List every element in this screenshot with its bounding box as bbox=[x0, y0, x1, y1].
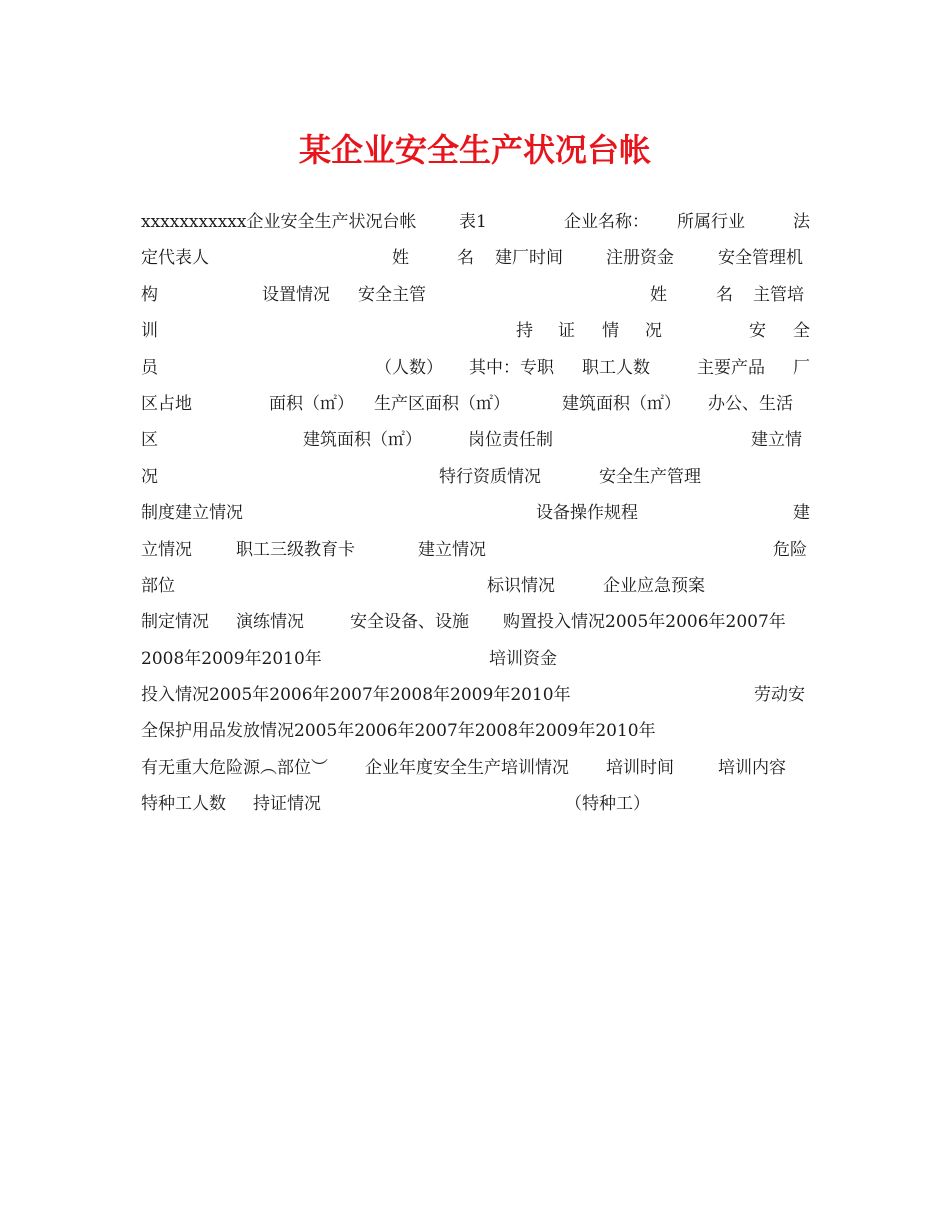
text-segment: 员 bbox=[141, 357, 158, 378]
text-segment: 情 bbox=[602, 321, 619, 342]
text-segment: 表1 bbox=[459, 212, 487, 232]
text-segment: 厂 bbox=[793, 357, 810, 378]
text-segment: 建筑面积（㎡） bbox=[562, 393, 681, 414]
text-segment: 标识情况 bbox=[487, 575, 555, 596]
text-segment: 注册资金 bbox=[606, 248, 674, 269]
text-segment: 构 bbox=[141, 284, 158, 305]
text-segment: 企业名称： bbox=[564, 212, 649, 232]
text-line bbox=[141, 677, 811, 713]
text-segment: 况 bbox=[141, 466, 158, 487]
text-segment: 安全管理机 bbox=[718, 248, 803, 269]
text-segment: 职工人数 bbox=[582, 357, 650, 378]
text-segment: 培训时间 bbox=[606, 757, 674, 778]
text-segment: 训 bbox=[141, 321, 158, 342]
text-segment: （人数） bbox=[375, 357, 443, 378]
text-segment: 部位 bbox=[141, 575, 175, 596]
text-line bbox=[141, 604, 811, 640]
text-segment: 持证情况 bbox=[253, 794, 321, 815]
text-line bbox=[141, 459, 811, 495]
text-segment: 建厂时间 bbox=[495, 248, 563, 269]
text-segment: 建 bbox=[793, 503, 810, 524]
text-segment: 其中：专职 bbox=[469, 357, 554, 378]
text-segment: 安 bbox=[749, 321, 766, 342]
text-segment: 职工三级教育卡 bbox=[236, 539, 355, 560]
text-segment: 设置情况 bbox=[262, 284, 330, 305]
text-segment: 岗位责任制 bbox=[468, 430, 553, 451]
text-segment: 建立情 bbox=[751, 430, 802, 451]
text-line bbox=[141, 786, 811, 822]
text-segment: 演练情况 bbox=[236, 612, 304, 633]
text-segment: 危险 bbox=[773, 539, 807, 560]
text-line bbox=[141, 568, 811, 604]
text-segment: 建立情况 bbox=[418, 539, 486, 560]
text-segment: 持 bbox=[516, 321, 533, 342]
text-segment: 购置投入情况2005年2006年2007年 bbox=[503, 612, 786, 633]
text-line bbox=[141, 422, 811, 458]
text-segment: 况 bbox=[645, 321, 662, 342]
text-segment: 所属行业 bbox=[677, 212, 745, 232]
text-segment: 制定情况 bbox=[141, 612, 209, 633]
text-segment: 培训内容 bbox=[718, 757, 786, 778]
text-segment: 全保护用品发放情况2005年2006年2007年2008年2009年2010年 bbox=[141, 721, 656, 742]
text-segment: 培训资金 bbox=[489, 648, 557, 669]
text-line bbox=[141, 240, 811, 276]
text-segment: 全 bbox=[793, 321, 810, 342]
text-line bbox=[141, 713, 811, 749]
text-line bbox=[141, 750, 811, 786]
text-segment: 法 bbox=[793, 212, 810, 232]
text-segment: 投入情况2005年2006年2007年2008年2009年2010年 bbox=[141, 685, 571, 706]
text-segment: 生产区面积（㎡） bbox=[374, 393, 510, 414]
text-segment: 证 bbox=[558, 321, 575, 342]
text-segment: 劳动安 bbox=[754, 685, 805, 706]
text-segment: 主管培 bbox=[753, 284, 804, 305]
text-segment: 设备操作规程 bbox=[536, 503, 638, 524]
text-segment: 定代表人 bbox=[141, 248, 209, 269]
text-line bbox=[141, 495, 811, 531]
text-segment: （特种工） bbox=[565, 794, 650, 815]
text-line bbox=[141, 386, 811, 422]
text-segment: 特种工人数 bbox=[141, 794, 226, 815]
text-line bbox=[141, 277, 811, 313]
text-segment: 企业年度安全生产培训情况 bbox=[365, 757, 569, 778]
text-segment: 区占地 bbox=[141, 393, 192, 414]
text-segment: 主要产品 bbox=[697, 357, 765, 378]
text-segment: 特行资质情况 bbox=[439, 466, 541, 487]
text-line bbox=[141, 313, 811, 349]
document-title: 某企业安全生产状况台帐 bbox=[298, 131, 651, 169]
text-segment: xxxxxxxxxxx企业安全生产状况台帐 bbox=[141, 212, 417, 232]
text-segment: 名 bbox=[457, 248, 474, 269]
text-segment: 安全主管 bbox=[358, 284, 426, 305]
text-segment: 办公、生活 bbox=[708, 393, 793, 414]
text-segment: 建筑面积（㎡） bbox=[303, 430, 422, 451]
text-segment: 姓 bbox=[392, 248, 409, 269]
text-line bbox=[141, 204, 811, 240]
document-body bbox=[141, 204, 811, 823]
text-line bbox=[141, 532, 811, 568]
text-line bbox=[141, 350, 811, 386]
text-segment: 立情况 bbox=[141, 539, 192, 560]
text-segment: 名 bbox=[716, 284, 733, 305]
text-segment: 制度建立情况 bbox=[141, 503, 243, 524]
text-segment: 区 bbox=[141, 430, 158, 451]
text-segment: 姓 bbox=[650, 284, 667, 305]
text-segment: 安全设备、设施 bbox=[350, 612, 469, 633]
text-segment: 安全生产管理 bbox=[599, 466, 701, 487]
text-line bbox=[141, 641, 811, 677]
text-segment: 面积（㎡） bbox=[269, 393, 354, 414]
text-segment: 企业应急预案 bbox=[603, 575, 705, 596]
text-segment: 2008年2009年2010年 bbox=[141, 648, 322, 669]
text-segment: 有无重大危险源︵部位︶ bbox=[141, 757, 328, 778]
